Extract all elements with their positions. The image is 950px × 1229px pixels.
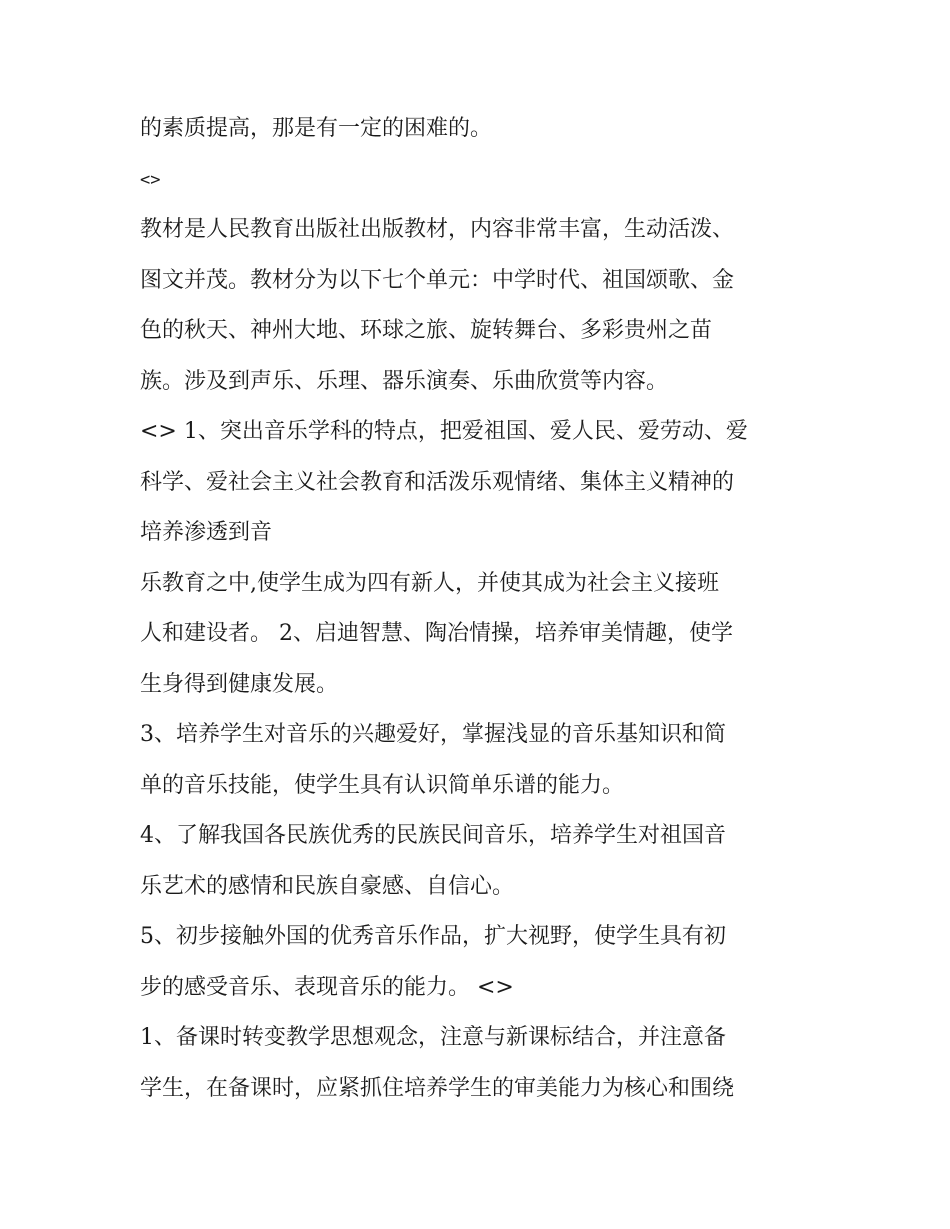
- text-line: <>: [140, 169, 161, 190]
- text-line: 学生，在备课时，应紧抓住培养学生的审美能力为核心和围绕: [140, 1075, 735, 1101]
- text-line: 3、培养学生对音乐的兴趣爱好，掌握浅显的音乐基知识和简: [140, 722, 726, 747]
- text-line: 4、了解我国各民族优秀的民族民间音乐，培养学生对祖国音: [140, 823, 726, 848]
- text-line: 5、初步接触外国的优秀音乐作品，扩大视野，使学生具有初: [140, 924, 726, 949]
- text-line: 的素质提高，那是有一定的困难的。: [140, 116, 493, 141]
- text-line: 单的音乐技能，使学生具有认识简单乐谱的能力。: [140, 772, 625, 798]
- text-line: 生身得到健康发展。: [140, 671, 339, 697]
- text-line: <> 1、突出音乐学科的特点，把爱祖国、爱人民、爱劳动、爱: [140, 419, 748, 444]
- document-body: [140, 104, 830, 1114]
- text-line: 图文并茂。教材分为以下七个单元：中学时代、祖国颂歌、金: [140, 267, 735, 293]
- text-line: 1、备课时转变教学思想观念，注意与新课标结合，并注意备: [140, 1025, 726, 1050]
- text-line: 乐艺术的感情和民族自豪感、自信心。: [140, 873, 515, 899]
- text-line: 培养渗透到音: [140, 520, 273, 545]
- text-line: 教材是人民教育出版社出版教材，内容非常丰富，生动活泼、: [140, 217, 735, 242]
- text-line: 色的秋天、神州大地、环球之旅、旋转舞台、多彩贵州之苗: [140, 318, 713, 343]
- text-line: 族。涉及到声乐、乐理、器乐演奏、乐曲欣赏等内容。: [140, 368, 669, 394]
- text-line: 乐教育之中,使学生成为四有新人，并使其成为社会主义接班: [140, 570, 719, 596]
- text-line: 人和建设者。 2、启迪智慧、陶冶情操，培养审美情趣，使学: [140, 621, 733, 646]
- text-line: 科学、爱社会主义社会教育和活泼乐观情绪、集体主义精神的: [140, 469, 735, 495]
- text-line: 步的感受音乐、表现音乐的能力。 <>: [140, 974, 514, 1000]
